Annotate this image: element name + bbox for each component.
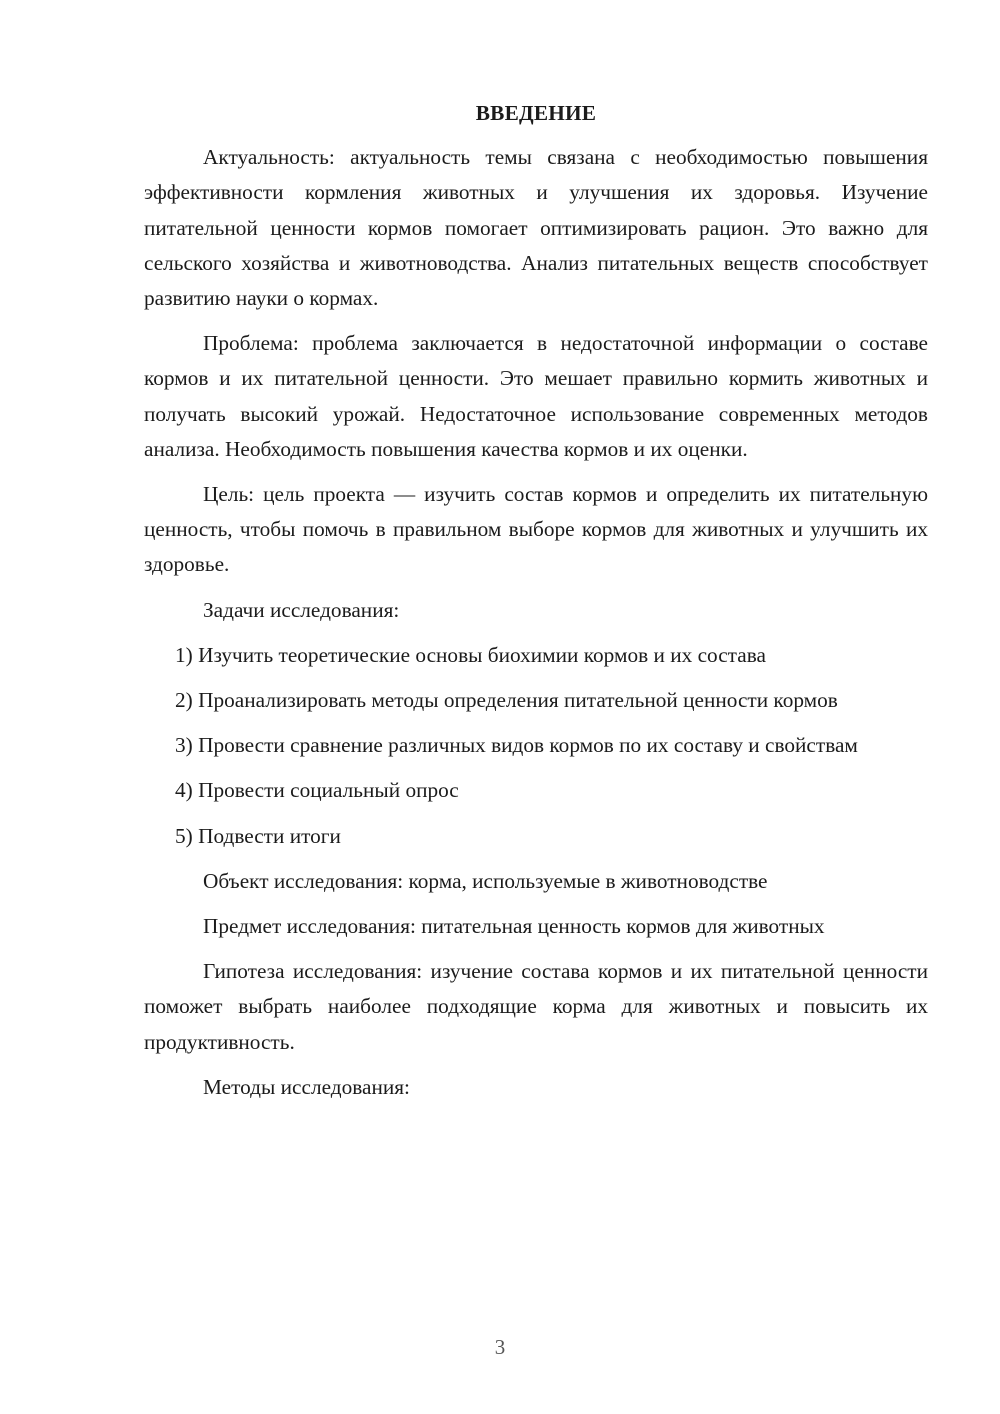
- goal-paragraph: Цель: цель проекта — изучить состав кормов и определить их питательную ценность, чтобы помочь в правильном выборе кормов для животных и улучшить их здоровье.: [144, 482, 928, 577]
- task-item: 1) Изучить теоретические основы биохимии кормов и их состава: [175, 642, 766, 667]
- problem-paragraph: Проблема: проблема заключается в недостаточной информации о составе кормов и их питательной ценности. Это мешает правильно кормить животных и получать высокий урожай. Недостаточное использование современных методов анализа. Необходимость повышения качества кормов и их оценки.: [144, 331, 928, 461]
- document-page: [144, 96, 928, 1115]
- tasks-list: [144, 638, 928, 854]
- relevance-paragraph: Актуальность: актуальность темы связана с необходимостью повышения эффективности кормления животных и улучшения их здоровья. Изучение питательной ценности кормов помогает оптимизировать рацион. Это важно для сельского хозяйства и животноводства. Анализ питательных веществ способствует развитию науки о кормах.: [144, 145, 928, 311]
- section-title: ВВЕДЕНИЕ: [475, 101, 597, 125]
- task-item: 2) Проанализировать методы определения питательной ценности кормов: [175, 688, 838, 713]
- task-item: 3) Провести сравнение различных видов кормов по их составу и свойствам: [175, 733, 858, 758]
- methods-heading: Методы исследования:: [203, 1074, 410, 1099]
- hypothesis-paragraph: Гипотеза исследования: изучение состава кормов и их питательной ценности поможет выбрать наиболее подходящие корма для животных и повысить их продуктивность.: [144, 959, 928, 1054]
- page-number: 3: [494, 1335, 506, 1359]
- tasks-heading: Задачи исследования:: [203, 597, 400, 622]
- task-item: 5) Подвести итоги: [175, 823, 341, 848]
- object-paragraph: Объект исследования: корма, используемые в животноводстве: [203, 868, 768, 893]
- task-item: 4) Провести социальный опрос: [175, 778, 459, 803]
- subject-paragraph: Предмет исследования: питательная ценность кормов для животных: [203, 914, 825, 939]
